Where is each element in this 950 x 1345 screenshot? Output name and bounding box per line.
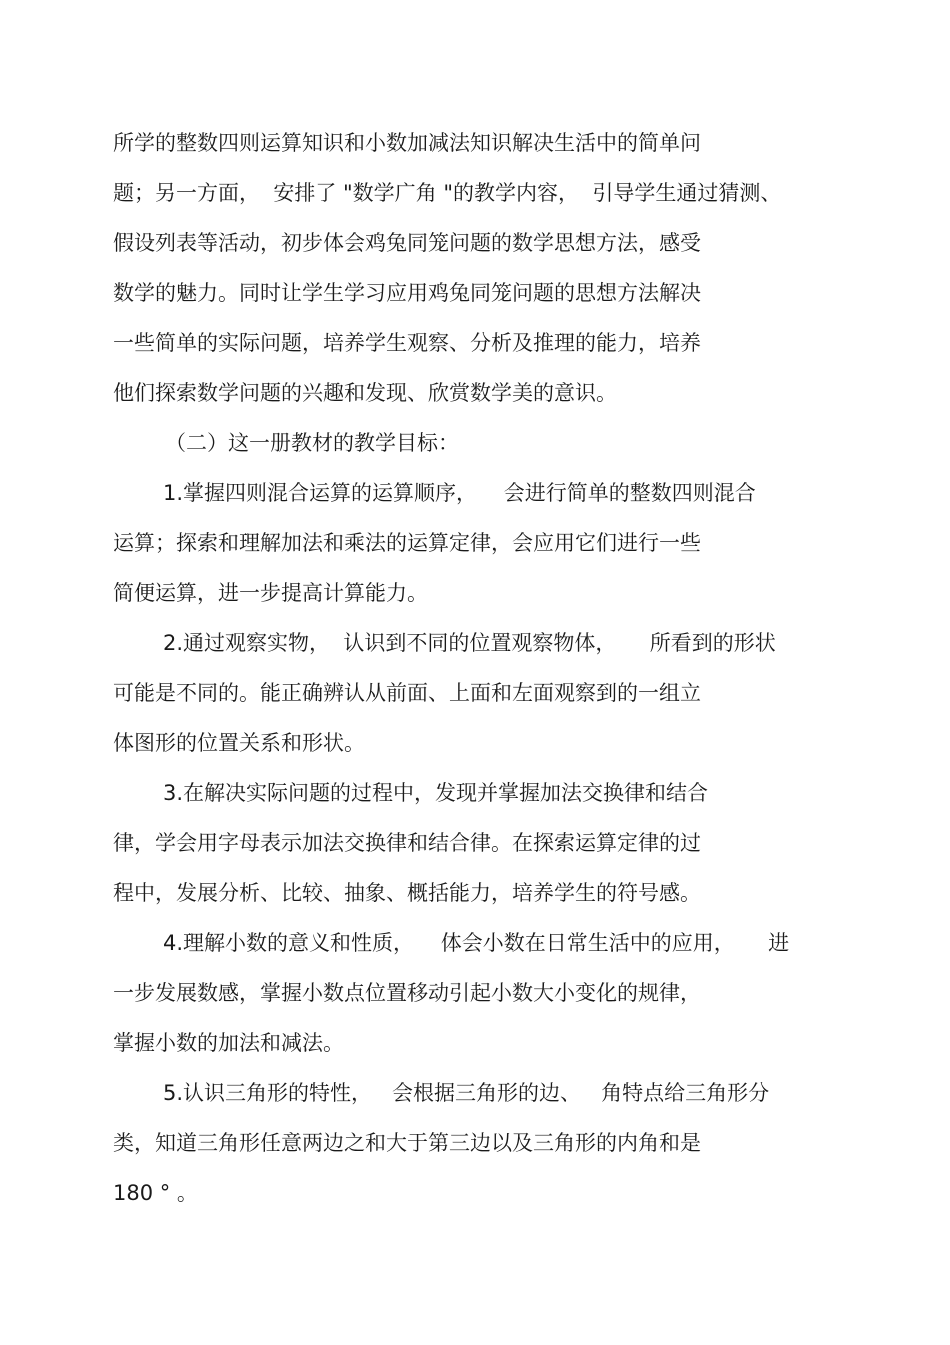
text-line: 类，知道三角形任意两边之和大于第三边以及三角形的内角和是 <box>113 1131 701 1155</box>
text-line: 运算；探索和理解加法和乘法的运算定律，会应用它们进行一些 <box>113 531 701 555</box>
text-line: 一步发展数感，掌握小数点位置移动引起小数大小变化的规律， <box>113 981 701 1005</box>
text-line: 他们探索数学问题的兴趣和发现、欣赏数学美的意识。 <box>113 381 617 405</box>
text-line: 简便运算，进一步提高计算能力。 <box>113 581 428 605</box>
section-heading: （二）这一册教材的教学目标： <box>165 431 459 455</box>
text-line: 律，学会用字母表示加法交换律和结合律。在探索运算定律的过 <box>113 831 701 855</box>
text-line: 体图形的位置关系和形状。 <box>113 731 365 755</box>
text-line: 掌握小数的加法和减法。 <box>113 1031 344 1055</box>
text-line: 5.认识三角形的特性， 会根据三角形的边、 角特点给三角形分 <box>163 1081 770 1105</box>
text-line: 180 ° 。 <box>113 1181 198 1205</box>
text-line: 题；另一方面， 安排了 "数学广角 "的教学内容， 引导学生通过猜测、 <box>113 181 782 205</box>
text-line: 3.在解决实际问题的过程中，发现并掌握加法交换律和结合 <box>163 781 709 805</box>
text-line: 一些简单的实际问题，培养学生观察、分析及推理的能力，培养 <box>113 331 701 355</box>
text-line: 4.理解小数的意义和性质， 体会小数在日常生活中的应用， 进 <box>163 931 790 955</box>
text-line: 2.通过观察实物， 认识到不同的位置观察物体， 所看到的形状 <box>163 631 776 655</box>
text-line: 所学的整数四则运算知识和小数加减法知识解决生活中的简单问 <box>113 131 701 155</box>
text-line: 1.掌握四则混合运算的运算顺序， 会进行简单的整数四则混合 <box>163 481 756 505</box>
text-line: 程中，发展分析、比较、抽象、概括能力，培养学生的符号感。 <box>113 881 701 905</box>
text-line: 可能是不同的。能正确辨认从前面、上面和左面观察到的一组立 <box>113 681 701 705</box>
text-line: 数学的魅力。同时让学生学习应用鸡兔同笼问题的思想方法解决 <box>113 281 701 305</box>
text-line: 假设列表等活动，初步体会鸡兔同笼问题的数学思想方法，感受 <box>113 231 701 255</box>
